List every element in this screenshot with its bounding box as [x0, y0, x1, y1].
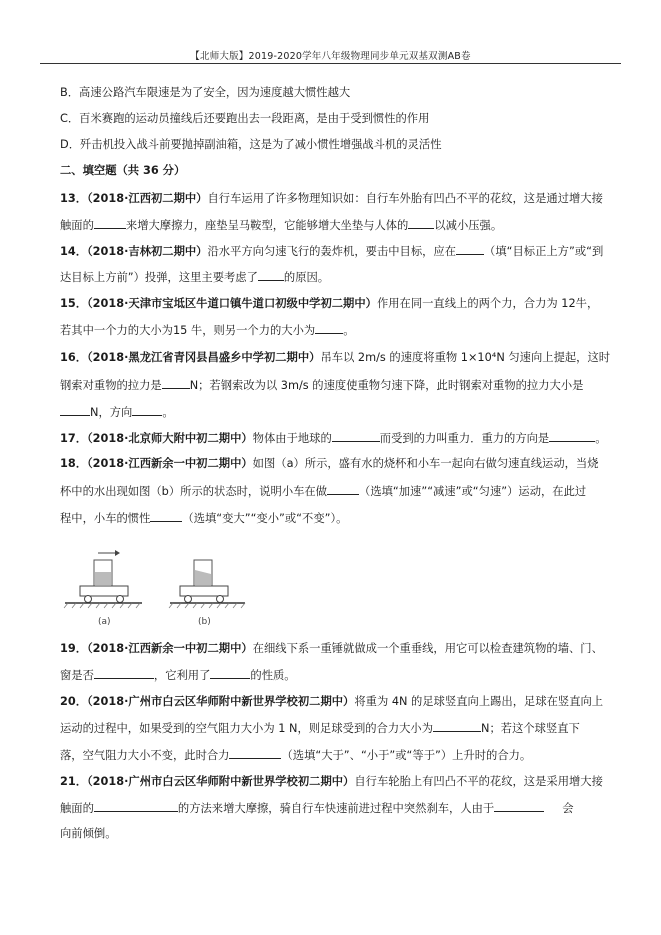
question-text: 作用在同一直线上的两个力，合力为 12牛， [376, 297, 599, 310]
page-header: 【北师大版】2019-2020学年八年级物理同步单元双基双测AB卷 [190, 51, 471, 62]
question-text: （选填“变大”“变小”或“不变”）。 [182, 512, 348, 525]
question-source: 16．（2018·黑龙江省青冈县昌盛乡中学初二期中） [60, 351, 321, 364]
answer-blank[interactable] [210, 667, 250, 679]
question-text: 来增大摩擦力，座垫呈马鞍型，它能够增大坐垫与人体的 [125, 219, 409, 232]
question-20-line-1 [60, 694, 603, 710]
question-text: 在细线下系一重锤就做成一个重垂线，用它可以检查建筑物的墙、门、 [252, 642, 603, 655]
answer-blank[interactable] [258, 269, 284, 281]
question-13-line-1 [60, 191, 603, 207]
question-text: （选填“加速”“减速”或“匀速”）运动，在此过 [359, 485, 587, 498]
question-text: （填“目标正上方”或“到 [484, 245, 604, 258]
question-text: 自行车运用了许多物理知识如：自行车外胎有凹凸不平的花纹，这是通过增大接 [207, 192, 603, 205]
question-text: 。 [162, 406, 174, 419]
answer-blank[interactable] [150, 510, 182, 522]
question-text: 。 [343, 324, 355, 337]
question-text: 将重为 4N 的足球竖直向上踢出，足球在竖直向上 [354, 695, 604, 708]
question-19-line-1 [60, 641, 603, 657]
question-text: 达目标上方前”）投弹，这里主要考虑了 [60, 271, 258, 284]
section-title: 二、填空题（共 36 分） [60, 164, 186, 177]
question-text: 运动的过程中，如果受到的空气阻力大小为 1 N，则足球受到的合力大小为 [60, 722, 434, 735]
question-source: 17．（2018·北京师大附中初二期中） [60, 432, 253, 445]
answer-blank[interactable] [332, 430, 380, 442]
question-text: 会 [562, 802, 574, 815]
answer-blank[interactable] [94, 217, 126, 229]
question-text: 触面的 [60, 802, 94, 815]
question-18-line-2 [60, 483, 586, 500]
question-18-line-1 [60, 456, 599, 472]
question-text: N；若钢索改为以 3m/s 的速度使重物匀速下降，此时钢索对重物的拉力大小是 [189, 379, 584, 392]
answer-blank[interactable] [327, 483, 359, 495]
question-source: 15．（2018·天津市宝坻区牛道口镇牛道口初级中学初二期中） [60, 297, 377, 310]
figure-a [64, 550, 142, 627]
answer-blank[interactable] [229, 747, 281, 759]
answer-blank[interactable] [132, 404, 162, 416]
question-14-line-2 [60, 269, 329, 286]
question-text: N，方向 [90, 406, 133, 419]
figure-b [169, 560, 245, 627]
question-text: 的方法来增大摩擦，骑自行车快速前进过程中突然刹车，人由于 [177, 802, 495, 815]
question-16-line-3 [60, 404, 174, 421]
answer-blank[interactable] [433, 720, 481, 732]
question-text: 窗是否 [60, 669, 94, 682]
question-text: N；若这个球竖直下 [481, 722, 580, 735]
question-text: 若其中一个力的大小为15 牛，则另一个力的大小为 [60, 324, 316, 337]
question-16-line-1 [60, 350, 610, 366]
question-text: ，它利用了 [153, 669, 211, 682]
question-21-line-3: 向前倾倒。 [60, 827, 117, 840]
question-source: 14．（2018·吉林初二期中） [60, 245, 208, 258]
question-16-line-2 [60, 377, 583, 394]
answer-blank[interactable] [549, 430, 595, 442]
answer-blank[interactable] [315, 322, 343, 334]
question-text: 而受到的力叫重力．重力的方向是 [379, 432, 550, 445]
option-b: B．高速公路汽车限速是为了安全，因为速度越大惯性越大 [60, 86, 351, 99]
question-text: 程中，小车的惯性 [60, 512, 151, 525]
question-17 [60, 430, 607, 447]
question-text: （选填“大于”、“小于”或“等于”）上升时的合力。 [281, 749, 532, 762]
question-18-line-3 [60, 510, 347, 527]
question-source: 18．（2018·江西新余一中初二期中） [60, 457, 253, 470]
answer-blank[interactable] [60, 404, 90, 416]
question-text: 的原因。 [283, 271, 330, 284]
answer-blank[interactable] [94, 800, 178, 812]
question-14-line-1 [60, 243, 603, 260]
question-20-line-2 [60, 720, 580, 737]
question-text: 触面的 [60, 219, 94, 232]
figure-a-label: (a) [98, 617, 111, 627]
question-text: 以减小压强。 [434, 219, 503, 232]
question-source: 13．（2018·江西初二期中） [60, 192, 208, 205]
option-d: D．歼击机投入战斗前要抛掉副油箱，这是为了减小惯性增强战斗机的灵活性 [60, 138, 442, 151]
question-text: 的性质。 [250, 669, 296, 682]
question-15-line-1 [60, 296, 598, 312]
question-text: 吊车以 2m/s 的速度将重物 1×10⁴N 匀速向上提起，这时 [320, 351, 611, 364]
question-21-line-2 [60, 800, 574, 817]
question-text: 如图（a）所示，盛有水的烧杯和小车一起向右做匀速直线运动，当烧 [252, 457, 599, 470]
answer-blank[interactable] [408, 217, 434, 229]
question-text: 自行车轮胎上有凹凸不平的花纹，这是采用增大接 [354, 775, 603, 788]
question-text: 物体由于地球的 [252, 432, 332, 445]
question-text: 钢索对重物的拉力是 [60, 379, 162, 392]
question-source: 20．（2018·广州市白云区华师附中新世界学校初二期中） [60, 695, 355, 708]
answer-blank[interactable] [162, 377, 190, 389]
question-21-line-1 [60, 774, 603, 790]
question-text: 。 [595, 432, 607, 445]
figure-b-label: (b) [198, 617, 211, 627]
question-20-line-3 [60, 747, 531, 764]
question-text: 杯中的水出现如图（b）所示的状态时，说明小车在做 [60, 485, 328, 498]
question-text: 沿水平方向匀速飞行的轰炸机，要击中目标，应在 [207, 245, 457, 258]
answer-blank[interactable] [494, 800, 544, 812]
question-13-line-2 [60, 217, 502, 234]
answer-blank[interactable] [456, 243, 484, 255]
header-rule [40, 63, 621, 64]
question-text: 落，空气阻力大小不变，此时合力 [60, 749, 230, 762]
question-19-line-2 [60, 667, 296, 684]
question-15-line-2 [60, 322, 355, 339]
cart-beaker-figure [60, 548, 260, 632]
question-source: 21．（2018·广州市白云区华师附中新世界学校初二期中） [60, 775, 355, 788]
answer-blank[interactable] [94, 667, 154, 679]
option-c: C．百米赛跑的运动员撞线后还要跑出去一段距离，是由于受到惯性的作用 [60, 112, 430, 125]
question-source: 19．（2018·江西新余一中初二期中） [60, 642, 253, 655]
